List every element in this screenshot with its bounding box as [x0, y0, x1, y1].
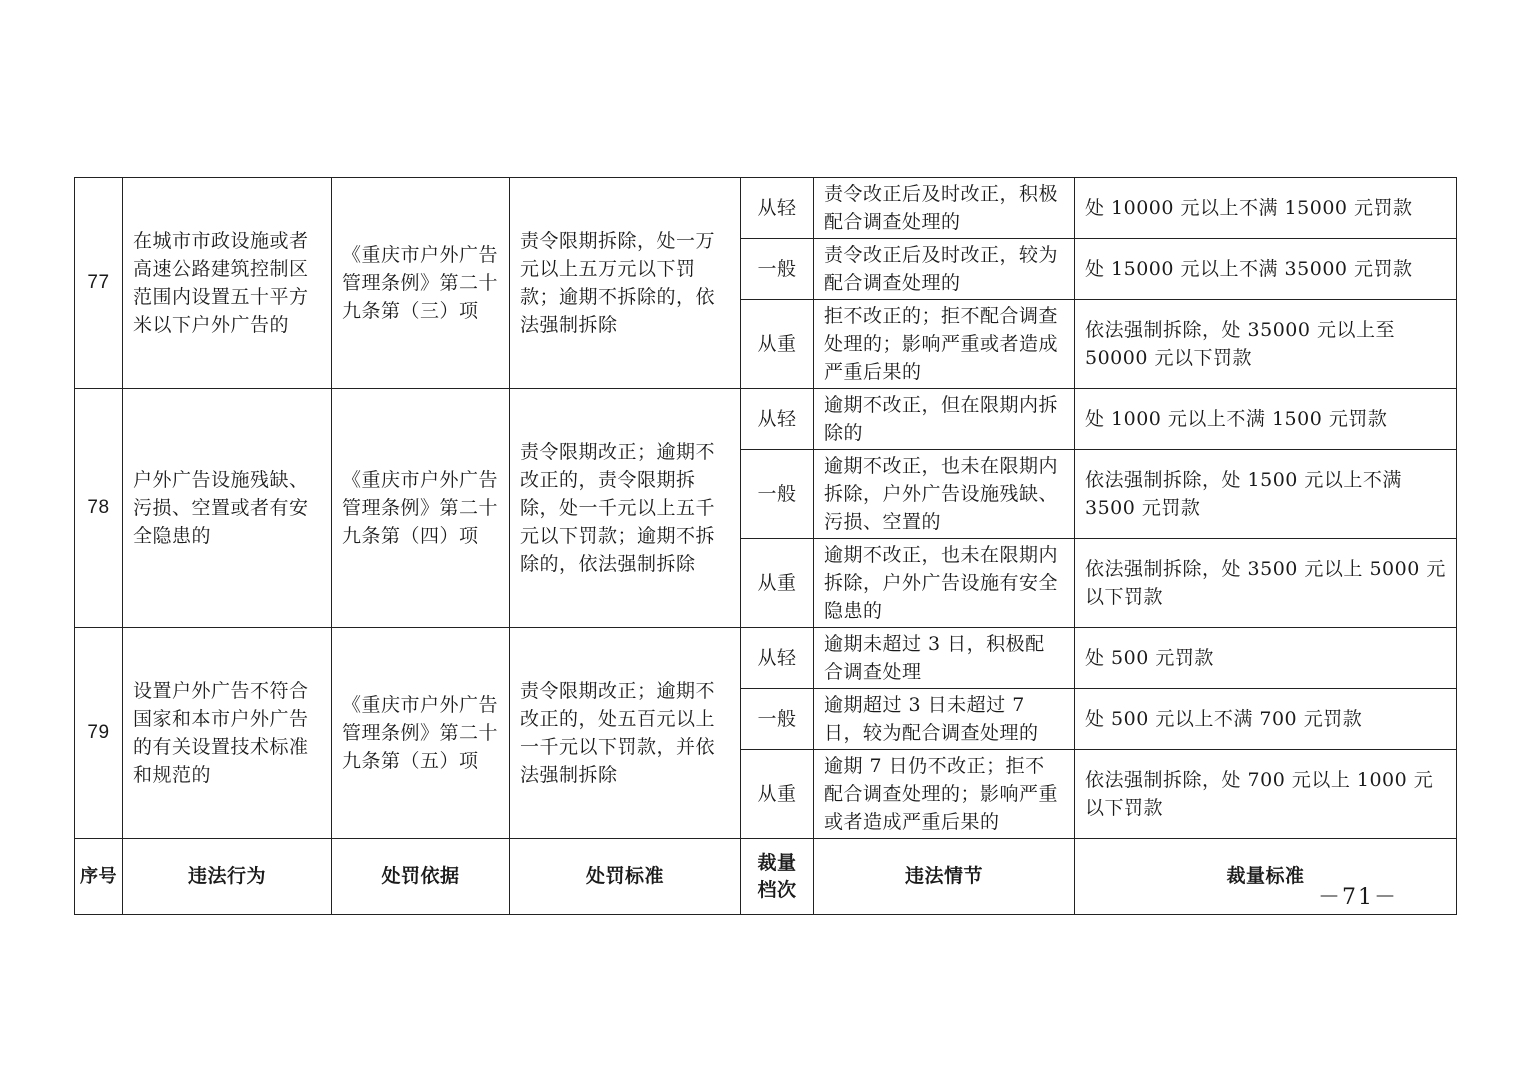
penalty-basis: 《重庆市户外广告管理条例》第二十九条第（四）项	[332, 389, 510, 628]
violation-circumstance: 责令改正后及时改正，较为配合调查处理的	[814, 239, 1075, 300]
violation-circumstance: 逾期不改正，也未在限期内拆除，户外广告设施残缺、污损、空置的	[814, 450, 1075, 539]
discretion-standard: 依法强制拆除，处 700 元以上 1000 元以下罚款	[1075, 750, 1457, 839]
discretion-level: 从重	[741, 300, 814, 389]
discretion-level: 从重	[741, 539, 814, 628]
row-number: 79	[75, 628, 123, 839]
discretion-level: 从轻	[741, 178, 814, 239]
header-violation-act: 违法行为	[123, 839, 332, 915]
violation-circumstance: 逾期未超过 3 日，积极配合调查处理	[814, 628, 1075, 689]
violation-circumstance: 逾期不改正，也未在限期内拆除，户外广告设施有安全隐患的	[814, 539, 1075, 628]
table-row	[75, 178, 1457, 239]
discretion-standard: 依法强制拆除，处 3500 元以上 5000 元以下罚款	[1075, 539, 1457, 628]
penalty-standard: 责令限期改正；逾期不改正的，责令限期拆除，处一千元以上五千元以下罚款；逾期不拆除的，依法强制拆除	[510, 389, 741, 628]
header-discretion-level: 裁量档次	[741, 839, 814, 915]
discretion-standard: 依法强制拆除，处 1500 元以上不满 3500 元罚款	[1075, 450, 1457, 539]
row-number: 78	[75, 389, 123, 628]
header-discretion-standard: 裁量标准	[1075, 839, 1457, 915]
violation-circumstance: 逾期不改正，但在限期内拆除的	[814, 389, 1075, 450]
discretion-standard: 处 500 元罚款	[1075, 628, 1457, 689]
table-row	[75, 389, 1457, 450]
discretion-standard: 处 1000 元以上不满 1500 元罚款	[1075, 389, 1457, 450]
discretion-level: 从轻	[741, 628, 814, 689]
violation-circumstance: 逾期 7 日仍不改正；拒不配合调查处理的；影响严重或者造成严重后果的	[814, 750, 1075, 839]
header-penalty-basis: 处罚依据	[332, 839, 510, 915]
page-number: －71－	[1318, 885, 1398, 910]
violation-circumstance: 拒不改正的；拒不配合调查处理的；影响严重或者造成严重后果的	[814, 300, 1075, 389]
row-number: 77	[75, 178, 123, 389]
violation-circumstance: 逾期超过 3 日未超过 7 日，较为配合调查处理的	[814, 689, 1075, 750]
discretion-level: 一般	[741, 239, 814, 300]
discretion-standard: 依法强制拆除，处 35000 元以上至 50000 元以下罚款	[1075, 300, 1457, 389]
violation-act: 设置户外广告不符合国家和本市户外广告的有关设置技术标准和规范的	[123, 628, 332, 839]
penalty-basis: 《重庆市户外广告管理条例》第二十九条第（五）项	[332, 628, 510, 839]
discretion-standard: 处 15000 元以上不满 35000 元罚款	[1075, 239, 1457, 300]
header-number: 序号	[75, 839, 123, 915]
penalty-standard: 责令限期拆除，处一万元以上五万元以下罚款；逾期不拆除的，依法强制拆除	[510, 178, 741, 389]
table-header-row	[75, 839, 1457, 915]
header-violation-circumstance: 违法情节	[814, 839, 1075, 915]
penalty-discretion-table	[74, 177, 1457, 915]
discretion-level: 从重	[741, 750, 814, 839]
violation-circumstance: 责令改正后及时改正，积极配合调查处理的	[814, 178, 1075, 239]
discretion-standard: 处 10000 元以上不满 15000 元罚款	[1075, 178, 1457, 239]
penalty-basis: 《重庆市户外广告管理条例》第二十九条第（三）项	[332, 178, 510, 389]
discretion-level: 从轻	[741, 389, 814, 450]
discretion-level: 一般	[741, 689, 814, 750]
table-row	[75, 628, 1457, 689]
header-penalty-standard: 处罚标准	[510, 839, 741, 915]
violation-act: 在城市市政设施或者高速公路建筑控制区范围内设置五十平方米以下户外广告的	[123, 178, 332, 389]
penalty-standard: 责令限期改正；逾期不改正的，处五百元以上一千元以下罚款，并依法强制拆除	[510, 628, 741, 839]
discretion-level: 一般	[741, 450, 814, 539]
violation-act: 户外广告设施残缺、污损、空置或者有安全隐患的	[123, 389, 332, 628]
discretion-standard: 处 500 元以上不满 700 元罚款	[1075, 689, 1457, 750]
